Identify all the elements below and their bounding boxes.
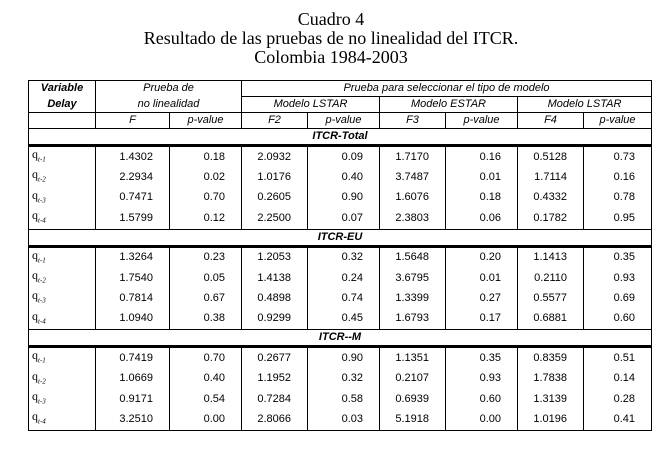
table-cell: 0.07 — [308, 208, 380, 229]
row-label — [29, 246, 96, 268]
table-cell: 1.0196 — [518, 409, 584, 430]
row-label — [29, 208, 96, 229]
table-cell: 2.8066 — [242, 409, 308, 430]
section-header-row — [29, 229, 652, 246]
header-variable: Variable — [29, 81, 96, 97]
table-cell: 5.1918 — [380, 409, 446, 430]
row-label-base: q — [32, 409, 38, 424]
table-cell: 3.7487 — [380, 167, 446, 187]
caption-period: Colombia 1984-2003 — [254, 47, 408, 67]
section-title: ITCR-Total — [29, 129, 652, 146]
caption-number: Cuadro 4 — [297, 9, 365, 29]
table-cell: 0.01 — [446, 167, 518, 187]
table-cell: 0.95 — [584, 208, 652, 229]
table-cell: 0.7814 — [96, 288, 170, 308]
table-cell: 2.3803 — [380, 208, 446, 229]
table-row — [29, 347, 652, 369]
header-delay: Delay — [29, 97, 96, 113]
row-label-subscript: t-4 — [38, 317, 46, 326]
table-cell: 0.45 — [308, 309, 380, 330]
table-cell: 0.2110 — [518, 268, 584, 288]
header-seleccion: Prueba para seleccionar el tipo de modelo — [242, 81, 652, 97]
row-label-base: q — [32, 208, 38, 223]
table-body — [29, 129, 652, 431]
table-cell: 0.78 — [584, 188, 652, 208]
table-cell: 0.41 — [584, 409, 652, 430]
table-row — [29, 389, 652, 409]
col-header: F3 — [380, 113, 446, 129]
table-cell: 0.35 — [584, 246, 652, 268]
table-cell: 0.23 — [170, 246, 242, 268]
table-cell: 0.70 — [170, 347, 242, 369]
table-cell: 0.17 — [446, 309, 518, 330]
row-label-subscript: t-2 — [38, 276, 46, 285]
table-header — [29, 81, 652, 129]
table-cell: 1.0176 — [242, 167, 308, 187]
header-prueba-line1: Prueba de — [96, 81, 242, 97]
table-cell: 0.27 — [446, 288, 518, 308]
row-label-base: q — [32, 368, 38, 383]
row-label — [29, 389, 96, 409]
row-label-base: q — [32, 187, 38, 202]
table-cell: 0.6881 — [518, 309, 584, 330]
header-modelo-lstar-1: Modelo LSTAR — [242, 97, 380, 113]
row-label-base: q — [32, 308, 38, 323]
table-cell: 1.7114 — [518, 167, 584, 187]
row-label-subscript: t-3 — [38, 296, 46, 305]
table-cell: 0.16 — [446, 146, 518, 168]
table-cell: 0.4332 — [518, 188, 584, 208]
row-label — [29, 309, 96, 330]
table-cell: 0.20 — [446, 246, 518, 268]
table-cell: 0.09 — [308, 146, 380, 168]
table-cell: 0.74 — [308, 288, 380, 308]
table-cell: 0.7471 — [96, 188, 170, 208]
table-cell: 2.2934 — [96, 167, 170, 187]
table-cell: 1.1952 — [242, 369, 308, 389]
table-cell: 0.02 — [170, 167, 242, 187]
table-cell: 0.69 — [584, 288, 652, 308]
col-header: p-value — [446, 113, 518, 129]
row-label-base: q — [32, 147, 38, 161]
table-cell: 0.32 — [308, 246, 380, 268]
table-cell: 1.4138 — [242, 268, 308, 288]
table-cell: 0.70 — [170, 188, 242, 208]
table-cell: 0.5128 — [518, 146, 584, 168]
table-cell: 1.0669 — [96, 369, 170, 389]
row-label-subscript: t-2 — [38, 175, 46, 184]
table-cell: 0.58 — [308, 389, 380, 409]
table-cell: 0.2605 — [242, 188, 308, 208]
table-cell: 1.6793 — [380, 309, 446, 330]
table-cell: 1.1351 — [380, 347, 446, 369]
row-label — [29, 188, 96, 208]
row-label-base: q — [32, 348, 38, 363]
table-cell: 1.1413 — [518, 246, 584, 268]
caption-title: Resultado de las pruebas de no linealidad del ITCR. — [143, 28, 519, 48]
table-cell: 0.60 — [446, 389, 518, 409]
table-cell: 1.7170 — [380, 146, 446, 168]
table-cell: 1.3139 — [518, 389, 584, 409]
table-cell: 3.2510 — [96, 409, 170, 430]
table-cell: 0.51 — [584, 347, 652, 369]
table-cell: 0.28 — [584, 389, 652, 409]
table-cell: 0.01 — [446, 268, 518, 288]
table-cell: 2.2500 — [242, 208, 308, 229]
table-cell: 2.0932 — [242, 146, 308, 168]
section-header-row — [29, 330, 652, 347]
table-caption — [0, 10, 662, 67]
header-modelo-lstar-2: Modelo LSTAR — [518, 97, 652, 113]
row-label-subscript: t-4 — [38, 216, 46, 225]
col-header: F — [96, 113, 170, 129]
table-cell: 1.3399 — [380, 288, 446, 308]
results-table — [28, 80, 652, 431]
row-label-base: q — [32, 267, 38, 282]
table-cell: 0.38 — [170, 309, 242, 330]
table-cell: 0.60 — [584, 309, 652, 330]
table-cell: 0.00 — [446, 409, 518, 430]
table-cell: 0.2677 — [242, 347, 308, 369]
row-label-base: q — [32, 288, 38, 303]
table-cell: 0.40 — [308, 167, 380, 187]
table-cell: 0.24 — [308, 268, 380, 288]
table-cell: 0.93 — [446, 369, 518, 389]
table-cell: 0.93 — [584, 268, 652, 288]
section-title: ITCR-EU — [29, 229, 652, 246]
table-cell: 0.18 — [446, 188, 518, 208]
row-label — [29, 369, 96, 389]
table-cell: 0.5577 — [518, 288, 584, 308]
table-cell: 1.5799 — [96, 208, 170, 229]
table-cell: 0.16 — [584, 167, 652, 187]
table-cell: 0.67 — [170, 288, 242, 308]
row-label-subscript: t-3 — [38, 196, 46, 205]
table-row — [29, 288, 652, 308]
table-row — [29, 369, 652, 389]
col-header: p-value — [308, 113, 380, 129]
row-label-base: q — [32, 167, 38, 182]
table-cell: 1.5648 — [380, 246, 446, 268]
table-cell: 1.7838 — [518, 369, 584, 389]
table-cell: 0.00 — [170, 409, 242, 430]
table-cell: 1.6076 — [380, 188, 446, 208]
table-cell: 0.7284 — [242, 389, 308, 409]
col-header: p-value — [170, 113, 242, 129]
table-row — [29, 409, 652, 430]
row-label-subscript: t-4 — [38, 417, 46, 426]
table-cell: 0.06 — [446, 208, 518, 229]
table-cell: 0.9171 — [96, 389, 170, 409]
header-blank — [29, 113, 96, 129]
table-row — [29, 208, 652, 229]
row-label-subscript: t-1 — [38, 356, 46, 365]
table-cell: 0.03 — [308, 409, 380, 430]
row-label — [29, 347, 96, 369]
table-cell: 0.6939 — [380, 389, 446, 409]
table-cell: 3.6795 — [380, 268, 446, 288]
table-cell: 0.9299 — [242, 309, 308, 330]
table-cell: 0.1782 — [518, 208, 584, 229]
section-title: ITCR--M — [29, 330, 652, 347]
table-cell: 1.3264 — [96, 246, 170, 268]
header-modelo-estar: Modelo ESTAR — [380, 97, 518, 113]
row-label-subscript: t-1 — [38, 255, 46, 264]
table-cell: 0.18 — [170, 146, 242, 168]
table-cell: 0.12 — [170, 208, 242, 229]
table-row — [29, 167, 652, 187]
col-header: p-value — [584, 113, 652, 129]
table-cell: 1.2053 — [242, 246, 308, 268]
table-cell: 0.90 — [308, 188, 380, 208]
table-cell: 0.40 — [170, 369, 242, 389]
table-row — [29, 309, 652, 330]
row-label-base: q — [32, 388, 38, 403]
row-label — [29, 268, 96, 288]
header-prueba-line2: no linealidad — [96, 97, 242, 113]
row-label-base: q — [32, 247, 38, 262]
table-cell: 0.2107 — [380, 369, 446, 389]
col-header: F2 — [242, 113, 308, 129]
row-label — [29, 146, 96, 168]
table-cell: 0.32 — [308, 369, 380, 389]
table-cell: 0.14 — [584, 369, 652, 389]
row-label — [29, 288, 96, 308]
table-cell: 1.7540 — [96, 268, 170, 288]
table-cell: 0.54 — [170, 389, 242, 409]
row-label-subscript: t-1 — [38, 155, 46, 164]
row-label — [29, 409, 96, 430]
row-label-subscript: t-3 — [38, 397, 46, 406]
section-header-row — [29, 129, 652, 146]
table-cell: 1.0940 — [96, 309, 170, 330]
table-cell: 1.4302 — [96, 146, 170, 168]
table-row — [29, 146, 652, 168]
row-label — [29, 167, 96, 187]
table-row — [29, 268, 652, 288]
table-cell: 0.4898 — [242, 288, 308, 308]
table-cell: 0.7419 — [96, 347, 170, 369]
table-cell: 0.90 — [308, 347, 380, 369]
col-header: F4 — [518, 113, 584, 129]
table-row — [29, 246, 652, 268]
table-cell: 0.73 — [584, 146, 652, 168]
table-cell: 0.05 — [170, 268, 242, 288]
table-cell: 0.8359 — [518, 347, 584, 369]
table-row — [29, 188, 652, 208]
table-cell: 0.35 — [446, 347, 518, 369]
row-label-subscript: t-2 — [38, 376, 46, 385]
